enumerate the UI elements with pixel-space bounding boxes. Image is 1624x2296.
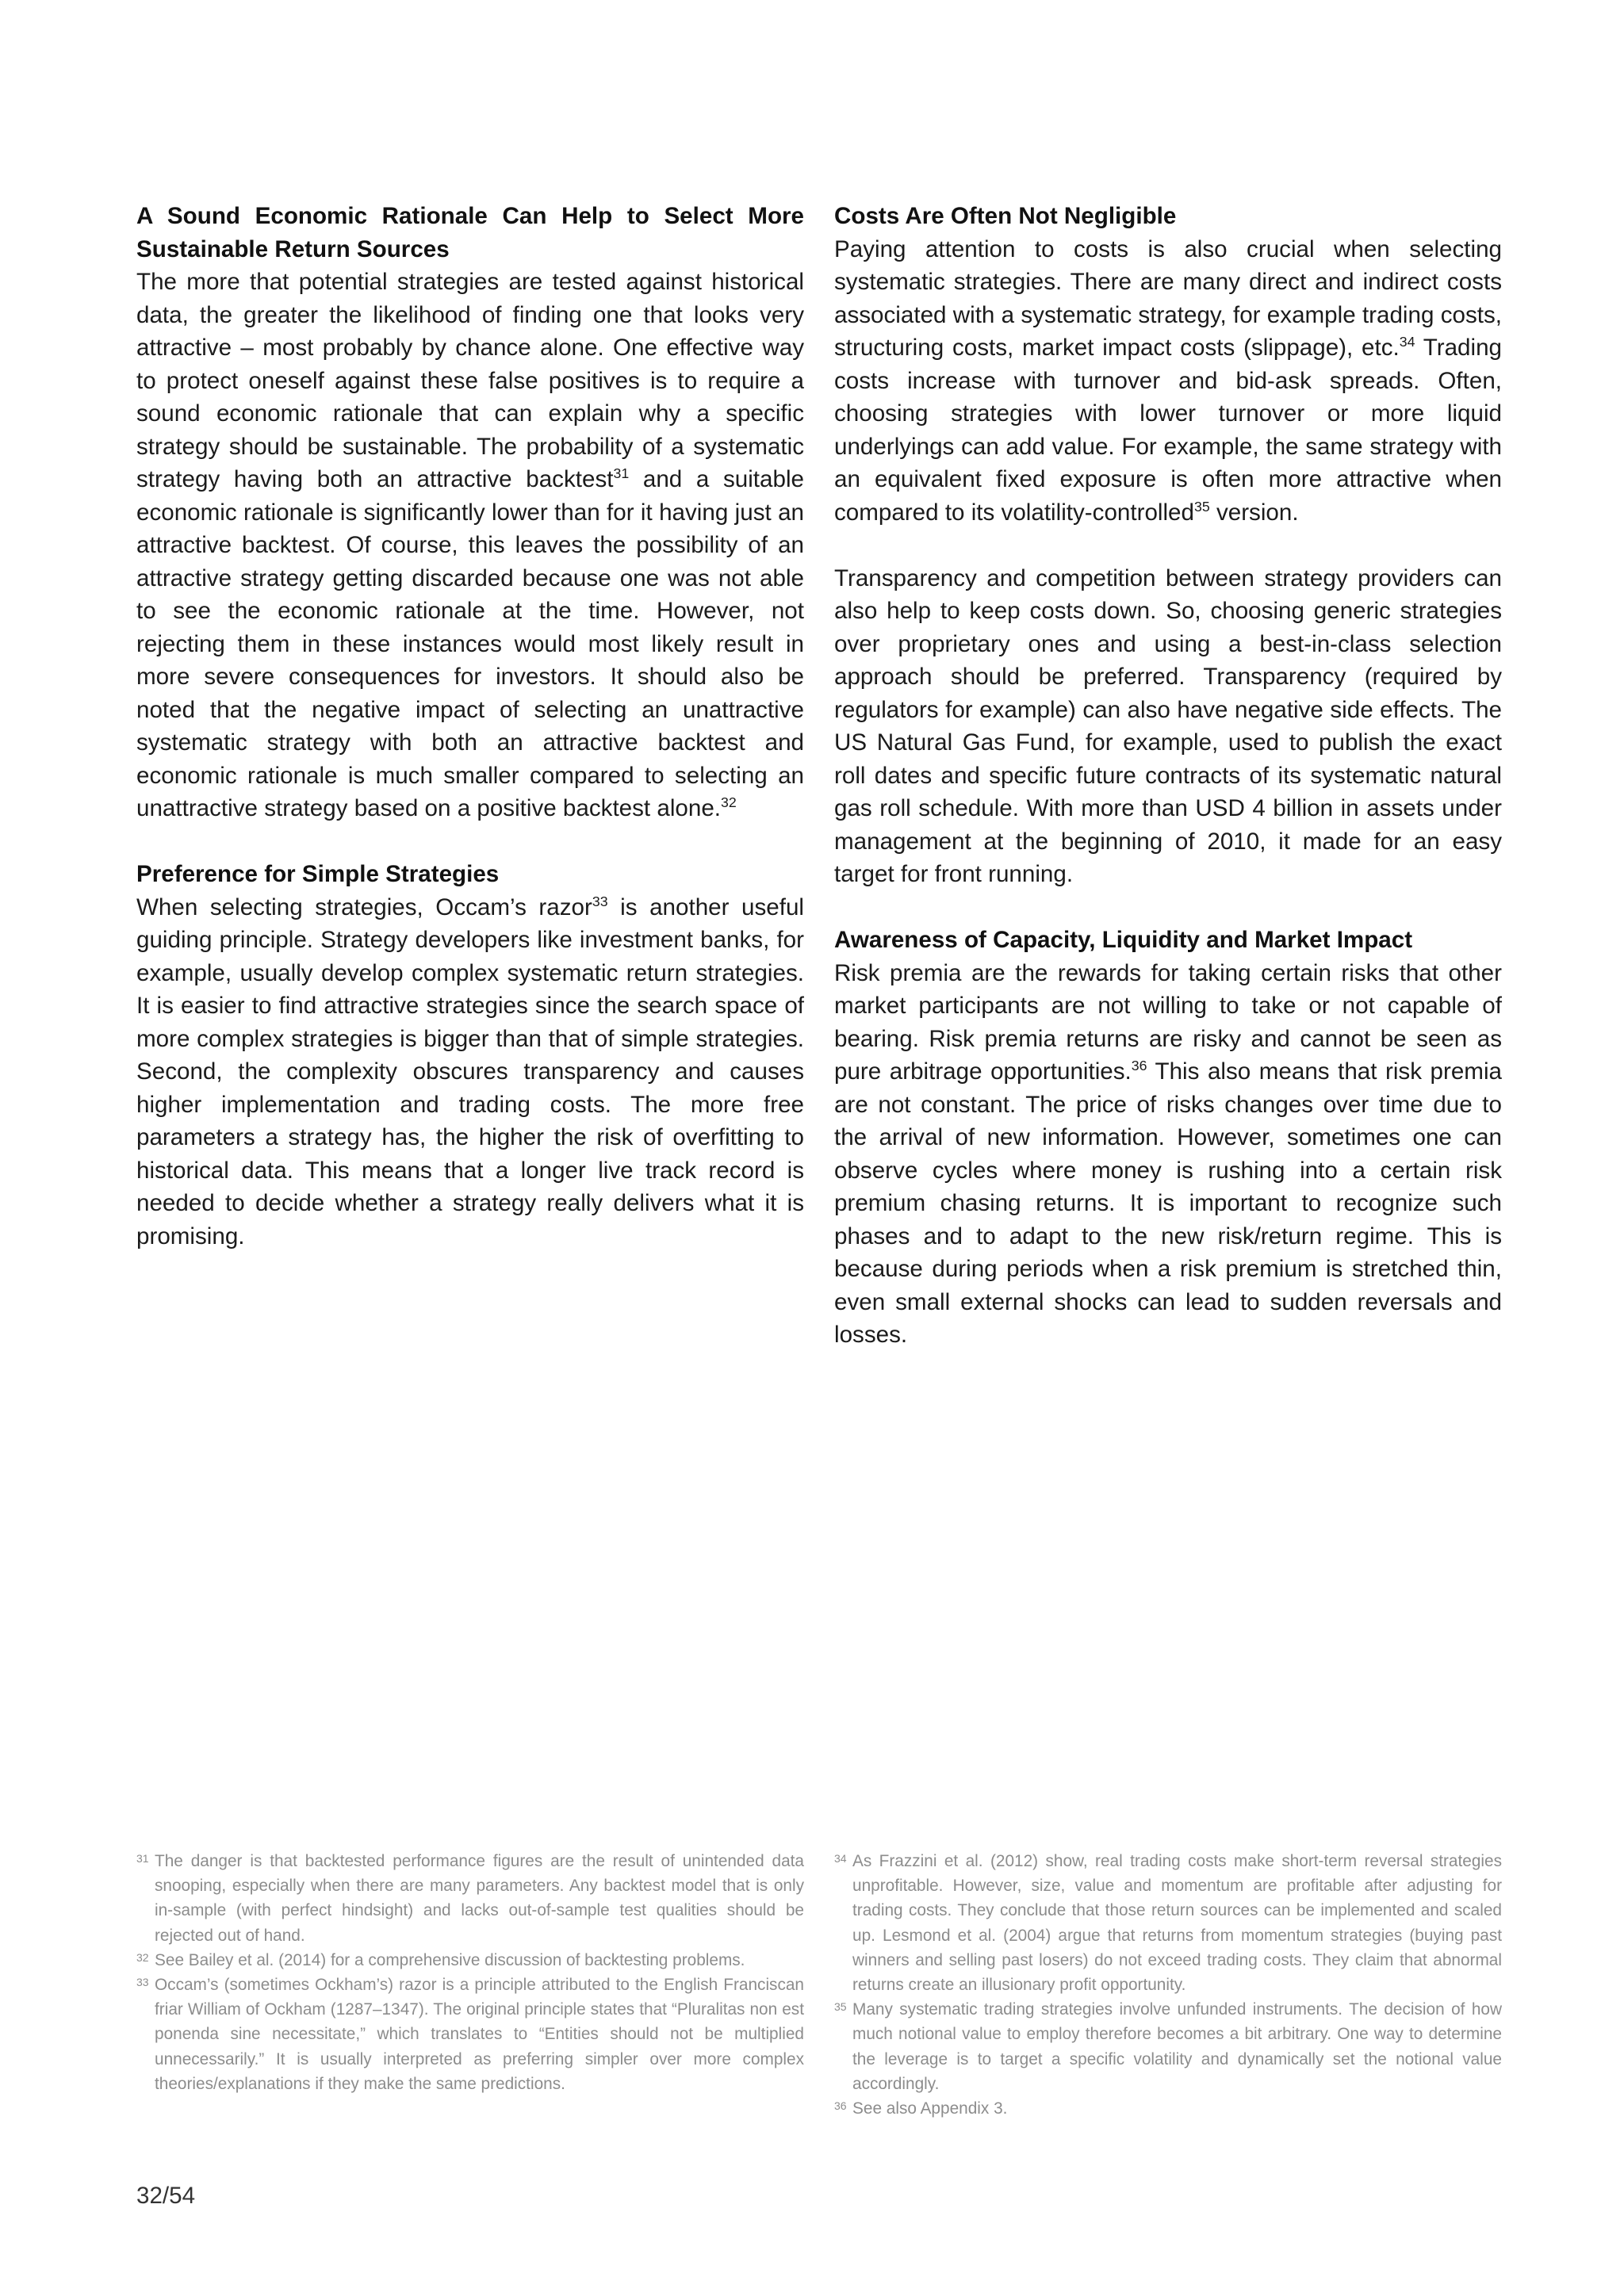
paragraph-simple-strategies: [136, 891, 804, 1253]
footnote-ref-34: 34: [1399, 334, 1415, 350]
footnote-text: See also Appendix 3.: [852, 2099, 1008, 2118]
section-heading-economic-rationale: A Sound Economic Rationale Can Help to Select More Sustainable Return Sources: [136, 203, 804, 262]
paragraph-text: version.: [1209, 499, 1299, 526]
footnote-number: 34: [834, 1852, 847, 1865]
footnote-ref-35: 35: [1193, 498, 1210, 515]
paragraph-text: Paying attention to costs is also crucial when selecting systematic strategies. There are many direct and indirect costs associated with a systematic strategy, for example trading costs, structuring costs, market impact costs (slippage), etc.: [834, 235, 1502, 361]
paragraph-text: and a suitable economic rationale is significantly lower than for it having just an attractive backtest. Of course, this leaves the possibility of an attractive strategy getting discarded because one was not able to see the economic rationale at the time. However, not rejecting them in these instances would most likely result in more severe consequences for investors. It should also be noted that the negative impact of selecting an unattractive systematic strategy with both an attractive backtest and economic rationale is much smaller compared to selecting an unattractive strategy based on a positive backtest alone.: [136, 466, 804, 821]
footnote-text: Many systematic trading strategies involve unfunded instruments. The decision of how much notional value to employ therefore becomes a bit arbitrary. One way to determine the leverage is to target a specific volatility and dynamically set the notional value accordingly.: [852, 2000, 1502, 2093]
section-heading-costs: Costs Are Often Not Negligible: [834, 203, 1177, 229]
footnote-36: [834, 2096, 1502, 2121]
paragraph-text: This also means that risk premia are not constant. The price of risks changes over time due to the arrival of new information. However, sometimes one can observe cycles where money is rushing into a certain risk premium chasing returns. It is important to recognize such phases and to adapt to the new risk/return regime. This is because during periods when a risk premium is stretched thin, even small external shocks can lead to sudden reversals and losses.: [834, 1058, 1502, 1348]
footnote-number: 35: [834, 2000, 847, 2014]
paragraph-text: The more that potential strategies are tested against historical data, the greater the likelihood of finding one that looks very attractive – most probably by chance alone. One effective way to protect oneself against these false positives is to require a sound economic rationale that can explain why a specific strategy should be sustainable. The probability of a systematic strategy having both an attractive backtest: [136, 269, 804, 492]
footnote-ref-32: 32: [721, 794, 737, 811]
paragraph-text: When selecting strategies, Occam’s razor: [136, 894, 592, 920]
page-number: 32/54: [136, 2183, 196, 2209]
footnote-number: 31: [136, 1852, 149, 1865]
footnotes-right: [834, 1849, 1502, 2121]
paragraph-text: Trading costs increase with turnover and bid-ask spreads. Often, choosing strategies with lower turnover or more liquid underlyings can add value. For example, the same strategy with an equivalent fixed exposure is often more attractive when compared to its volatility-controlled: [834, 335, 1502, 526]
paragraph-transparency: Transparency and competition between strategy providers can also help to keep costs down. So, choosing generic strategies over proprietary ones and using a best-in-class selection approach should be preferred. Transparency (required by regulators for example) can also have negative side effects. The US Natural Gas Fund, for example, used to publish the exact roll dates and specific future contracts of its systematic natural gas roll schedule. With more than USD 4 billion in assets under management at the beginning of 2010, it made for an easy target for front running.: [834, 564, 1502, 887]
section-heading-simple-strategies: Preference for Simple Strategies: [136, 861, 500, 887]
paragraph-capacity: [834, 957, 1502, 1352]
footnote-33: [136, 1973, 804, 2096]
footnotes-left: [136, 1849, 804, 2096]
footnote-ref-36: 36: [1131, 1058, 1147, 1074]
footnote-35: [834, 1997, 1502, 2096]
paragraph-gap: [136, 825, 804, 859]
paragraph-economic-rationale: [136, 266, 804, 825]
paragraph-costs: [834, 233, 1502, 530]
footnote-ref-31: 31: [613, 465, 630, 482]
footnote-34: [834, 1849, 1502, 1997]
footnote-31: [136, 1849, 804, 1948]
right-column: [834, 200, 1502, 1352]
footnote-ref-33: 33: [592, 893, 608, 909]
footnote-32: [136, 1948, 804, 1973]
footnote-number: 33: [136, 1976, 149, 1989]
footnote-text: As Frazzini et al. (2012) show, real trading costs make short-term reversal strategies unprofitable. However, size, value and momentum are profitable after adjusting for trading costs. They conclude that those return sources can be implemented and scaled up. Lesmond et al. (2004) argue that returns from momentum strategies (buying past winners and selling past losers) do not exceed trading costs. They claim that abnormal returns create an illusionary profit opportunity.: [852, 1852, 1502, 1995]
footnote-number: 36: [834, 2099, 847, 2113]
paragraph-text: Risk premia are the rewards for taking certain risks that other market participants are not willing to take or not capable of bearing. Risk premia returns are risky and cannot be seen as pure arbitrage opportunities.: [834, 959, 1502, 1085]
paragraph-gap: [834, 891, 1502, 924]
footnote-text: Occam’s (sometimes Ockham’s) razor is a principle attributed to the English Franciscan friar William of Ockham (1287–1347). The original principle states that “Pluralitas non est ponenda sine necessitate,” which translates to “Entities should not be multiplied unnecessarily.” It is usually interpreted as preferring simpler over more complex theories/explanations if they make the same predictions.: [155, 1976, 804, 2093]
footnote-number: 32: [136, 1950, 149, 1964]
left-column: [136, 200, 804, 1253]
paragraph-text: is another useful guiding principle. Strategy developers like investment banks, for example, usually develop complex systematic return strategies. It is easier to find attractive strategies since the search space of more complex strategies is bigger than that of simple strategies. Second, the complexity obscures transparency and causes higher implementation and trading costs. The more free parameters a strategy has, the higher the risk of overfitting to historical data. This means that a longer live track record is needed to decide whether a strategy really delivers what it is promising.: [136, 894, 804, 1249]
footnote-text: The danger is that backtested performance figures are the result of unintended data snooping, especially when there are many parameters. Any backtest model that is only in-sample (with perfect hindsight) and lacks out-of-sample test qualities should be rejected out of hand.: [155, 1852, 804, 1945]
section-heading-capacity: Awareness of Capacity, Liquidity and Market Impact: [834, 927, 1413, 953]
paragraph-gap: [834, 529, 1502, 562]
footnote-text: See Bailey et al. (2014) for a comprehensive discussion of backtesting problems.: [155, 1950, 745, 1969]
